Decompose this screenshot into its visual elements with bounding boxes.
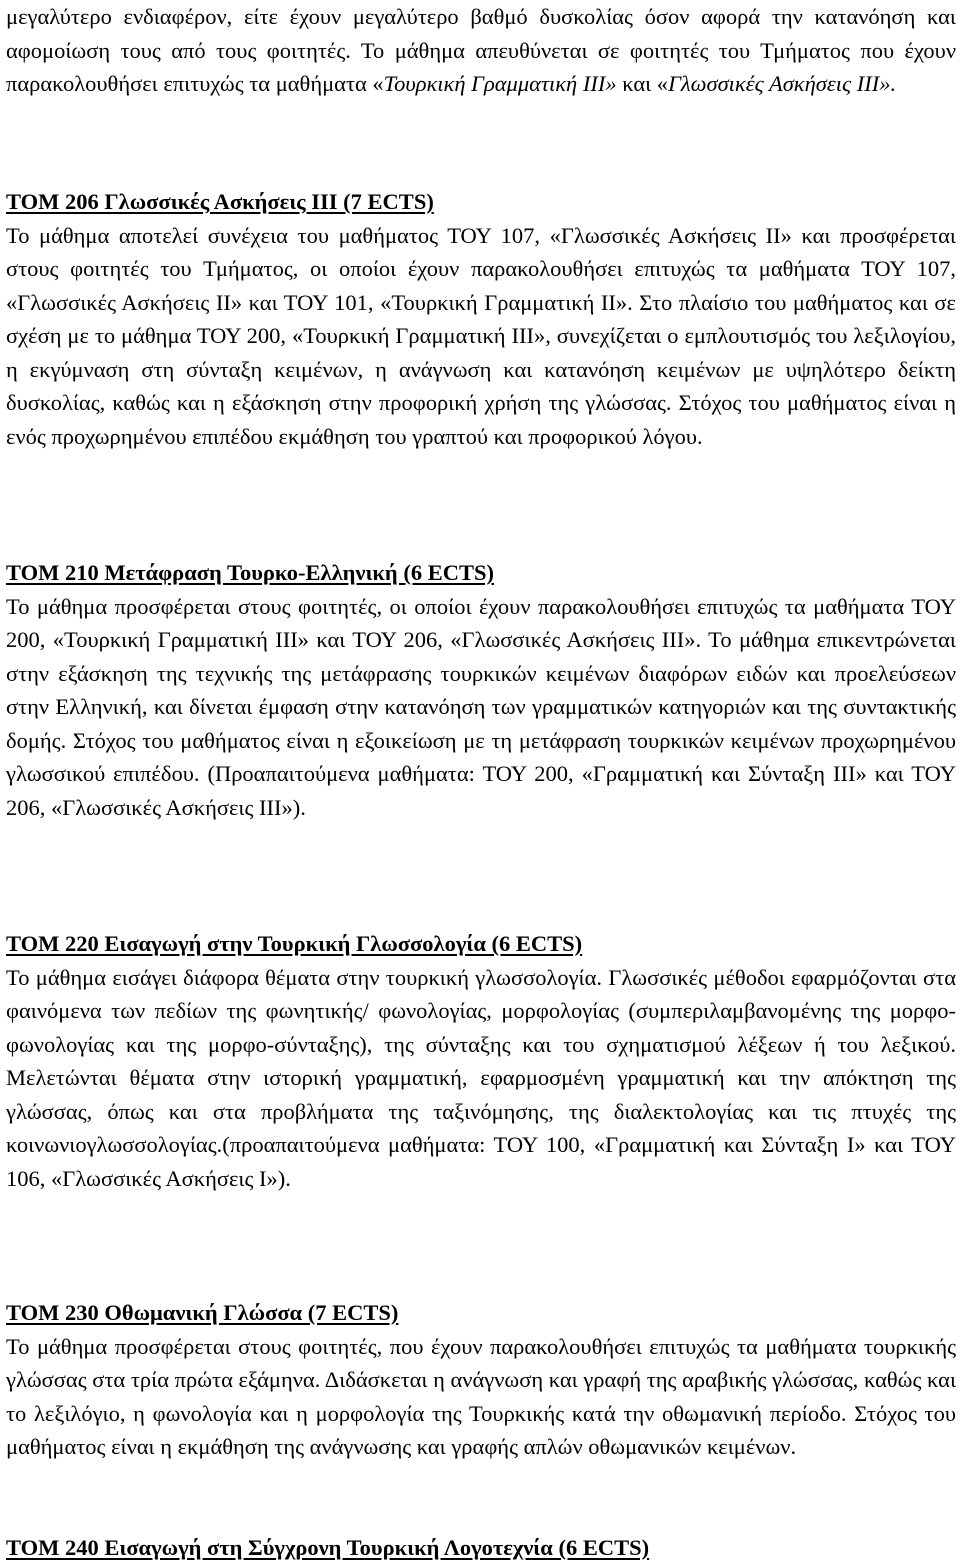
course-heading: ΤΟΜ 210 Μετάφραση Τουρκο-Ελληνική (6 ECTS) [6,560,494,585]
course-heading: ΤΟΜ 230 Οθωμανική Γλώσσα (7 ECTS) [6,1300,399,1325]
course-section-tom-210 [6,556,956,824]
course-heading: ΤΟΜ 240 Εισαγωγή στη Σύγχρονη Τουρκική Λογοτεχνία (6 ECTS) [6,1535,650,1560]
intro-text-a: μεγαλύτερο ενδιαφέρον, είτε έχουν μεγαλύτερο βαθμό δυσκολίας όσον αφορά την κατανόηση και αφομοίωση τους από τους φοιτητές. Το μάθημα απευθύνεται σε φοιτητές του Τμήματος που έχουν παρακολουθήσει επιτυχώς τα μαθήματα « [6,4,956,96]
course-section-tom-220 [6,927,956,1195]
course-description: Το μάθημα αποτελεί συνέχεια του μαθήματος ΤΟΥ 107, «Γλωσσικές Ασκήσεις ΙΙ» και προσφέρεται στους φοιτητές του Τμήματος, οι οποίοι έχουν παρακολουθήσει επιτυχώς τα μαθήματα ΤΟΥ 107, «Γλωσσικές Ασκήσεις ΙΙ» και ΤΟΥ 101, «Τουρκική Γραμματική ΙΙ». Στο πλαίσιο του μαθήματος και σε σχέση με το μάθημα ΤΟΥ 200, «Τουρκική Γραμματική ΙΙΙ», συνεχίζεται ο εμπλουτισμός του λεξιλογίου, η εκγύμναση στη σύνταξη κειμένων, η ανάγνωση και κατανόηση κειμένων με υψηλότερο δείκτη δυσκολίας, καθώς και η εξάσκηση στην προφορική χρήση της γλώσσας. Στόχος του μαθήματος είναι η ενός προχωρημένου επιπέδου εκμάθηση του γραπτού και προφορικού λόγου. [6,222,956,449]
intro-italic-course-1: Τουρκική Γραμματική ΙΙΙ» [383,71,617,96]
course-section-tom-206 [6,185,956,453]
course-description: Το μάθημα προσφέρεται στους φοιτητές, που έχουν παρακολουθήσει επιτυχώς τα μαθήματα τουρκικής γλώσσας στα τρία πρώτα εξάμηνα. Διδάσκεται η ανάγνωση και γραφή της αραβικής γλώσσας, καθώς και το λεξιλόγιο, η φωνολογία και η μορφολογία της Τουρκικής κατά την οθωμανική περίοδο. Στόχος του μαθήματος είναι η εκμάθηση της ανάγνωσης και γραφής απλών οθωμανικών κειμένων. [6,1333,956,1459]
course-heading: ΤΟΜ 220 Εισαγωγή στην Τουρκική Γλωσσολογία (6 ECTS) [6,931,583,956]
intro-text-b: και « [616,71,669,96]
course-heading: ΤΟΜ 206 Γλωσσικές Ασκήσεις ΙΙΙ (7 ECTS) [6,189,434,214]
course-section-tom-230 [6,1296,956,1464]
intro-italic-course-2: Γλωσσικές Ασκήσεις ΙΙΙ». [668,71,897,96]
course-section-tom-240 [6,1531,956,1565]
intro-paragraph [6,0,956,101]
course-description: Το μάθημα προσφέρεται στους φοιτητές, οι οποίοι έχουν παρακολουθήσει επιτυχώς τα μαθήματα ΤΟΥ 200, «Τουρκική Γραμματική ΙΙΙ» και ΤΟΥ 206, «Γλωσσικές Ασκήσεις ΙΙΙ». Το μάθημα επικεντρώνεται στην εξάσκηση της τεχνικής της μετάφρασης τουρκικών κειμένων διαφόρων ειδών και προελεύσεων στην Ελληνική, και δίνεται έμφαση στην κατανόηση των γραμματικών κατηγοριών και της συντακτικής δομής. Στόχος του μαθήματος είναι η εξοικείωση με τη μετάφραση τουρκικών κειμένων προχωρημένου γλωσσικού επιπέδου. (Προαπαιτούμενα μαθήματα: ΤΟΥ 200, «Γραμματική και Σύνταξη ΙΙΙ» και ΤΟΥ 206, «Γλωσσικές Ασκήσεις ΙΙΙ»). [6,593,956,820]
course-description: Το μάθημα εισάγει διάφορα θέματα στην τουρκική γλωσσολογία. Γλωσσικές μέθοδοι εφαρμόζονται στα φαινόμενα των πεδίων της φωνητικής/ φωνολογίας, μορφολογίας (συμπεριλαμβανομένης της μορφο-φωνολογίας και της μορφο-σύνταξης), της σύνταξης και του σχηματισμού λέξεων ή του λεξικού. Μελετώνται θέματα στην ιστορική γραμματική, εφαρμοσμένη γραμματική και την απόκτηση της γλώσσας, όπως και στα προβλήματα της ταξινόμησης, της διαλεκτολογίας και τις πτυχές της κοινωνιογλωσσολογίας.(προαπαιτούμενα μαθήματα: ΤΟΥ 100, «Γραμματική και Σύνταξη Ι» και ΤΟΥ 106, «Γλωσσικές Ασκήσεις Ι»). [6,964,956,1191]
